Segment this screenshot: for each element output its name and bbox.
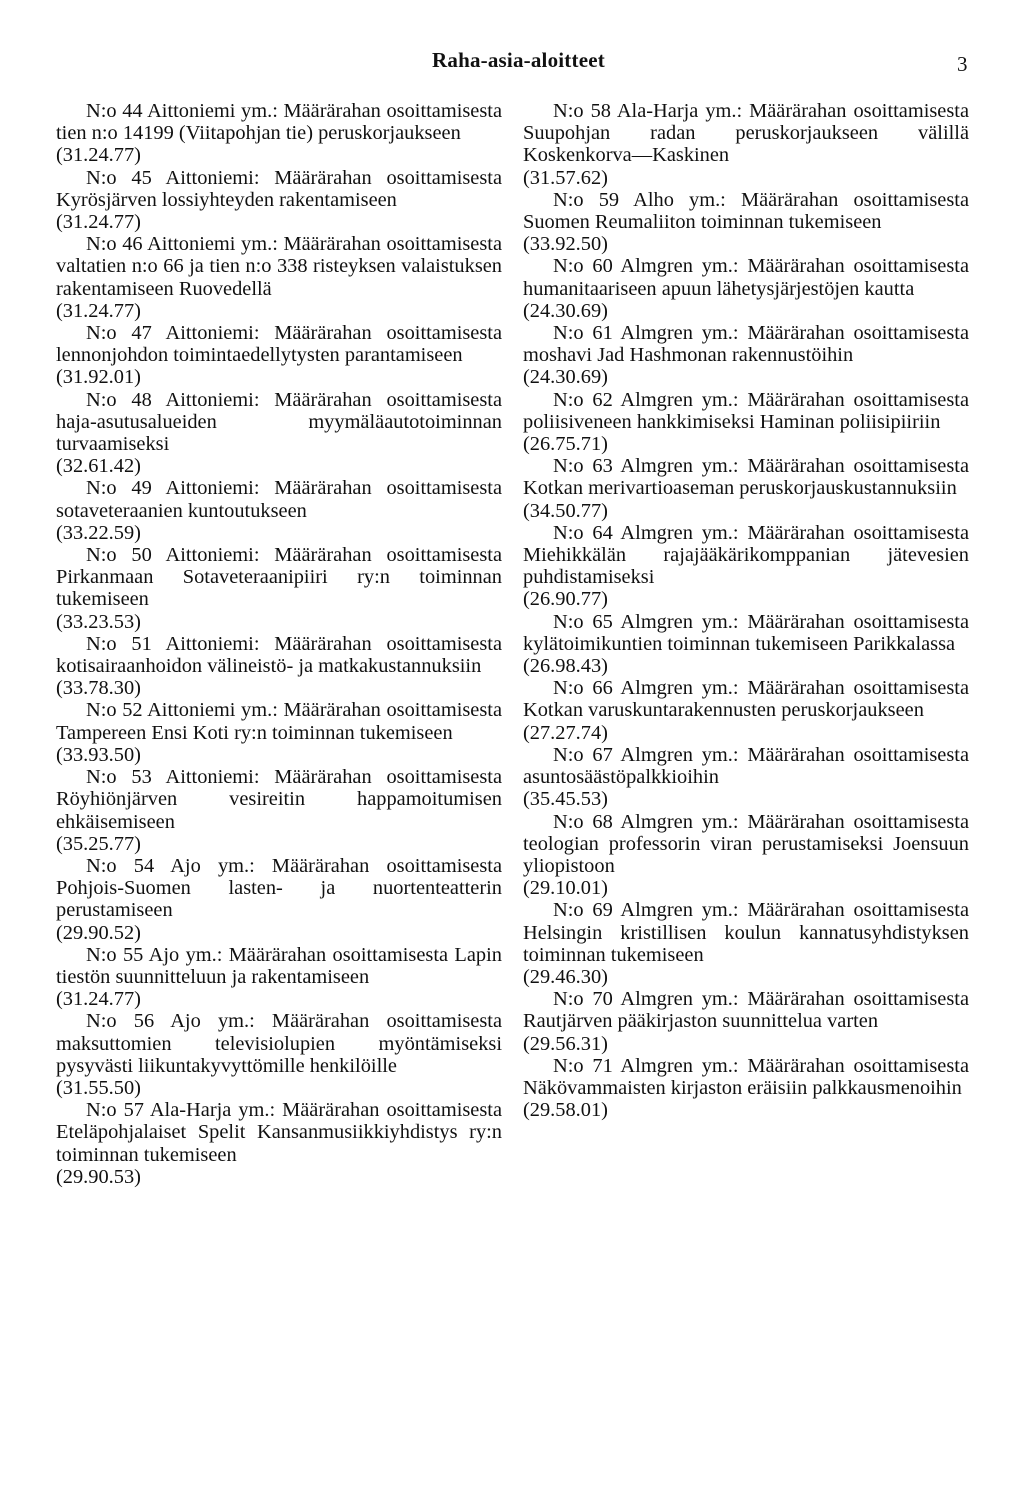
- budget-reference: (31.24.77): [56, 211, 141, 234]
- motion-entry: [523, 455, 969, 522]
- motion-text: N:o 46 Aittoniemi ym.: Määrärahan osoittamisesta valtatien n:o 66 ja tien n:o 338 risteyksen valaistuksen rakentamiseen Ruovedellä: [56, 233, 502, 300]
- motion-entry: [523, 611, 969, 678]
- motion-entry: [56, 544, 502, 633]
- budget-reference: (31.24.77): [56, 988, 141, 1011]
- budget-reference: (33.22.59): [56, 521, 141, 544]
- right-column: [523, 100, 969, 1121]
- budget-reference: (27.27.74): [523, 721, 608, 744]
- motion-text: N:o 44 Aittoniemi ym.: Määrärahan osoittamisesta tien n:o 14199 (Viitapohjan tie) peruskorjaukseen: [56, 100, 502, 145]
- left-column: [56, 100, 502, 1188]
- budget-reference: (33.92.50): [523, 233, 608, 256]
- motion-entry: [523, 677, 969, 744]
- motion-entry: [56, 699, 502, 766]
- motion-text: N:o 61 Almgren ym.: Määrärahan osoittamisesta moshavi Jad Hashmonan rakennustöihin: [523, 322, 969, 367]
- budget-reference: (24.30.69): [523, 366, 608, 389]
- budget-reference: (32.61.42): [56, 455, 141, 478]
- motion-text: N:o 47 Aittoniemi: Määrärahan osoittamisesta lennonjohdon toimintaedellytysten parantamiseen: [56, 322, 502, 367]
- budget-reference: (31.24.77): [56, 144, 141, 167]
- budget-reference: (31.55.50): [56, 1076, 141, 1099]
- motion-entry: [56, 233, 502, 322]
- budget-reference: (31.57.62): [523, 166, 608, 189]
- motion-text: N:o 69 Almgren ym.: Määrärahan osoittamisesta Helsingin kristillisen koulun kannatusyhdistyksen toiminnan tukemiseen: [523, 899, 969, 966]
- motion-text: N:o 70 Almgren ym.: Määrärahan osoittamisesta Rautjärven pääkirjaston suunnittelua varten: [523, 988, 969, 1033]
- motion-entry: [56, 100, 502, 167]
- motion-text: N:o 66 Almgren ym.: Määrärahan osoittamisesta Kotkan varuskuntarakennusten peruskorjaukseen: [523, 677, 969, 722]
- motion-text: N:o 71 Almgren ym.: Määrärahan osoittamisesta Näkövammaisten kirjaston eräisiin palkkausmenoihin: [523, 1054, 969, 1099]
- budget-reference: (24.30.69): [523, 299, 608, 322]
- motion-text: N:o 52 Aittoniemi ym.: Määrärahan osoittamisesta Tampereen Ensi Koti ry:n toiminnan tukemiseen: [56, 699, 502, 744]
- motion-text: N:o 59 Alho ym.: Määrärahan osoittamisesta Suomen Reumaliiton toiminnan tukemiseen: [523, 188, 969, 234]
- motion-entry: [523, 322, 969, 389]
- budget-reference: (29.46.30): [523, 965, 608, 988]
- motion-text: N:o 65 Almgren ym.: Määrärahan osoittamisesta kylätoimikuntien toiminnan tukemiseen Parikkalassa: [523, 610, 969, 655]
- motion-text: N:o 53 Aittoniemi: Määrärahan osoittamisesta Röyhiönjärven vesireitin happamoitumisen ehkäisemiseen: [56, 766, 502, 833]
- budget-reference: (26.75.71): [523, 433, 608, 456]
- motion-text: N:o 50 Aittoniemi: Määrärahan osoittamisesta Pirkanmaan Sotaveteraanipiiri ry:n toiminnan tukemiseen: [56, 544, 502, 611]
- motion-entry: [523, 988, 969, 1055]
- budget-reference: (33.93.50): [56, 743, 141, 766]
- motion-entry: [56, 855, 502, 944]
- motion-text: N:o 49 Aittoniemi: Määrärahan osoittamisesta sotaveteraanien kuntoutukseen: [56, 477, 502, 522]
- motion-entry: [523, 744, 969, 811]
- motion-entry: [56, 389, 502, 478]
- motion-entry: [523, 811, 969, 900]
- budget-reference: (29.58.01): [523, 1099, 608, 1122]
- motion-entry: [56, 477, 502, 544]
- motion-text: N:o 63 Almgren ym.: Määrärahan osoittamisesta Kotkan merivartioaseman peruskorjauskustannuksiin: [523, 455, 969, 500]
- budget-reference: (34.50.77): [523, 499, 608, 522]
- budget-reference: (35.45.53): [523, 788, 608, 811]
- motion-text: N:o 58 Ala-Harja ym.: Määrärahan osoittamisesta Suupohjan radan peruskorjaukseen välillä Koskenkorva—Kaskinen: [523, 100, 969, 167]
- motion-text: N:o 48 Aittoniemi: Määrärahan osoittamisesta haja-asutusalueiden myymäläautotoiminnan turvaamiseksi: [56, 388, 502, 456]
- motion-entry: [523, 189, 969, 256]
- motion-entry: [56, 167, 502, 234]
- motion-entry: [56, 1010, 502, 1099]
- motion-text: N:o 45 Aittoniemi: Määrärahan osoittamisesta Kyrösjärven lossiyhteyden rakentamiseen: [56, 166, 502, 211]
- motion-entry: [523, 255, 969, 322]
- page-title: Raha-asia-aloitteet: [432, 48, 605, 72]
- budget-reference: (31.24.77): [56, 299, 141, 322]
- motion-text: N:o 57 Ala-Harja ym.: Määrärahan osoittamisesta Eteläpohjalaiset Spelit Kansanmusiikkiyhdistys ry:n toiminnan tukemiseen: [56, 1099, 502, 1166]
- budget-reference: (29.90.52): [56, 921, 141, 944]
- motion-entry: [523, 1055, 969, 1122]
- budget-reference: (35.25.77): [56, 832, 141, 855]
- motion-entry: [56, 322, 502, 389]
- motion-entry: [56, 633, 502, 700]
- motion-text: N:o 56 Ajo ym.: Määrärahan osoittamisesta maksuttomien televisiolupien myöntämiseksi pysyvästi liikuntakyvyttömille henkilöille: [56, 1010, 502, 1077]
- motion-text: N:o 62 Almgren ym.: Määrärahan osoittamisesta poliisiveneen hankkimiseksi Haminan poliisipiiriin: [523, 388, 969, 433]
- motion-text: N:o 54 Ajo ym.: Määrärahan osoittamisesta Pohjois-Suomen lasten- ja nuortenteatterin perustamiseen: [56, 854, 502, 922]
- budget-reference: (26.90.77): [523, 588, 608, 611]
- motion-entry: [523, 522, 969, 611]
- running-head: [0, 48, 1024, 78]
- page-number: 3: [957, 52, 968, 76]
- motion-text: N:o 67 Almgren ym.: Määrärahan osoittamisesta asuntosäästöpalkkioihin: [523, 743, 969, 789]
- motion-entry: [523, 899, 969, 988]
- budget-reference: (33.23.53): [56, 610, 141, 633]
- motion-text: N:o 68 Almgren ym.: Määrärahan osoittamisesta teologian professorin viran perustamiseksi Joensuun yliopistoon: [523, 810, 969, 877]
- motion-entry: [523, 389, 969, 456]
- budget-reference: (33.78.30): [56, 677, 141, 700]
- budget-reference: (31.92.01): [56, 366, 141, 389]
- motion-text: N:o 60 Almgren ym.: Määrärahan osoittamisesta humanitaariseen apuun lähetysjärjestöjen kautta: [523, 255, 969, 300]
- motion-entry: [56, 1099, 502, 1188]
- budget-reference: (29.10.01): [523, 877, 608, 900]
- motion-entry: [523, 100, 969, 189]
- motion-text: N:o 55 Ajo ym.: Määrärahan osoittamisesta Lapin tiestön suunnitteluun ja rakentamiseen: [56, 943, 502, 988]
- motion-entry: [56, 944, 502, 1011]
- budget-reference: (29.90.53): [56, 1165, 141, 1188]
- budget-reference: (26.98.43): [523, 655, 608, 678]
- motion-entry: [56, 766, 502, 855]
- budget-reference: (29.56.31): [523, 1032, 608, 1055]
- motion-text: N:o 51 Aittoniemi: Määrärahan osoittamisesta kotisairaanhoidon välineistö- ja matkakustannuksiin: [56, 632, 502, 678]
- motion-text: N:o 64 Almgren ym.: Määrärahan osoittamisesta Miehikkälän rajajääkärikomppanian jätevesien puhdistamiseksi: [523, 521, 969, 589]
